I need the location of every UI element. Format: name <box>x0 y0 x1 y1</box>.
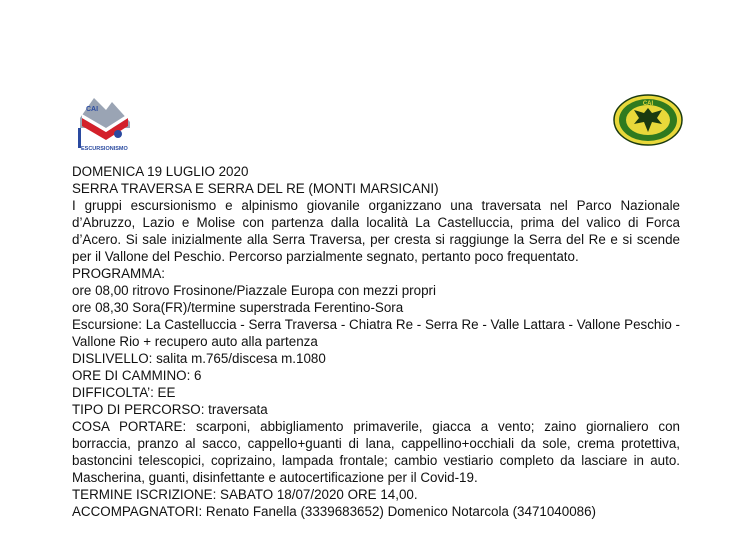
cosa-portare: COSA PORTARE: scarponi, abbigliamento primaverile, giacca a vento; zaino giornaliero con borraccia, pranzo al sacco, cappello+guanti di lana, cappellino+occhiali da sole, crema protettiva, bastoncini telescopici, coprizaino, lampada frontale; cambio vestiario completo da lasciare in auto. Mascherina, guanti, disinfettante e autocertificazione per il Covid-19. <box>72 419 680 485</box>
small-emblem <box>114 130 122 138</box>
ritrovo-1: ore 08,00 ritrovo Frosinone/Piazzale Europa con mezzi propri <box>72 283 436 298</box>
difficolta: DIFFICOLTA’: EE <box>72 385 176 400</box>
event-description: I gruppi escursionismo e alpinismo giovanile organizzano una traversata nel Parco Nazionale d’Abruzzo, Lazio e Molise con partenza dalla località La Castelluccia, prima del valico di Forca d’Acero. Si sale inizialmente alla Serra Traversa, per cresta si raggiunge la Serra del Re e si scende per il Vallone del Peschio. Percorso parzialmente segnato, pertanto poco frequentato. <box>72 198 680 264</box>
event-title: SERRA TRAVERSA E SERRA DEL RE (MONTI MARSICANI) <box>72 181 439 196</box>
ore-cammino: ORE DI CAMMINO: 6 <box>72 368 202 383</box>
ritrovo-2: ore 08,30 Sora(FR)/termine superstrada Ferentino-Sora <box>72 300 404 315</box>
logo-left-text-top: CAI <box>86 106 99 113</box>
dislivello: DISLIVELLO: salita m.765/discesa m.1080 <box>72 351 326 366</box>
escursione-route: Escursione: La Castelluccia - Serra Traversa - Chiatra Re - Serra Re - Valle Lattara - Vallone Peschio - Vallone Rio + recupero auto alla partenza <box>72 317 680 349</box>
event-date: DOMENICA 19 LUGLIO 2020 <box>72 164 249 179</box>
logo-left-text-bottom: ESCURSIONISMO <box>81 146 128 152</box>
cai-emblem-logo <box>612 94 684 146</box>
cai-escursionismo-logo <box>72 88 138 152</box>
termine-iscrizione: TERMINE ISCRIZIONE: SABATO 18/07/2020 ORE 14,00. <box>72 487 418 502</box>
programma-label: PROGRAMMA: <box>72 266 165 281</box>
blue-stripe <box>78 128 81 148</box>
document-body <box>72 163 680 520</box>
logo-right-text: CAI <box>642 101 654 107</box>
accompagnatori: ACCOMPAGNATORI: Renato Fanella (3339683652) Domenico Notarcola (3471040086) <box>72 504 596 519</box>
tipo-percorso: TIPO DI PERCORSO: traversata <box>72 402 268 417</box>
